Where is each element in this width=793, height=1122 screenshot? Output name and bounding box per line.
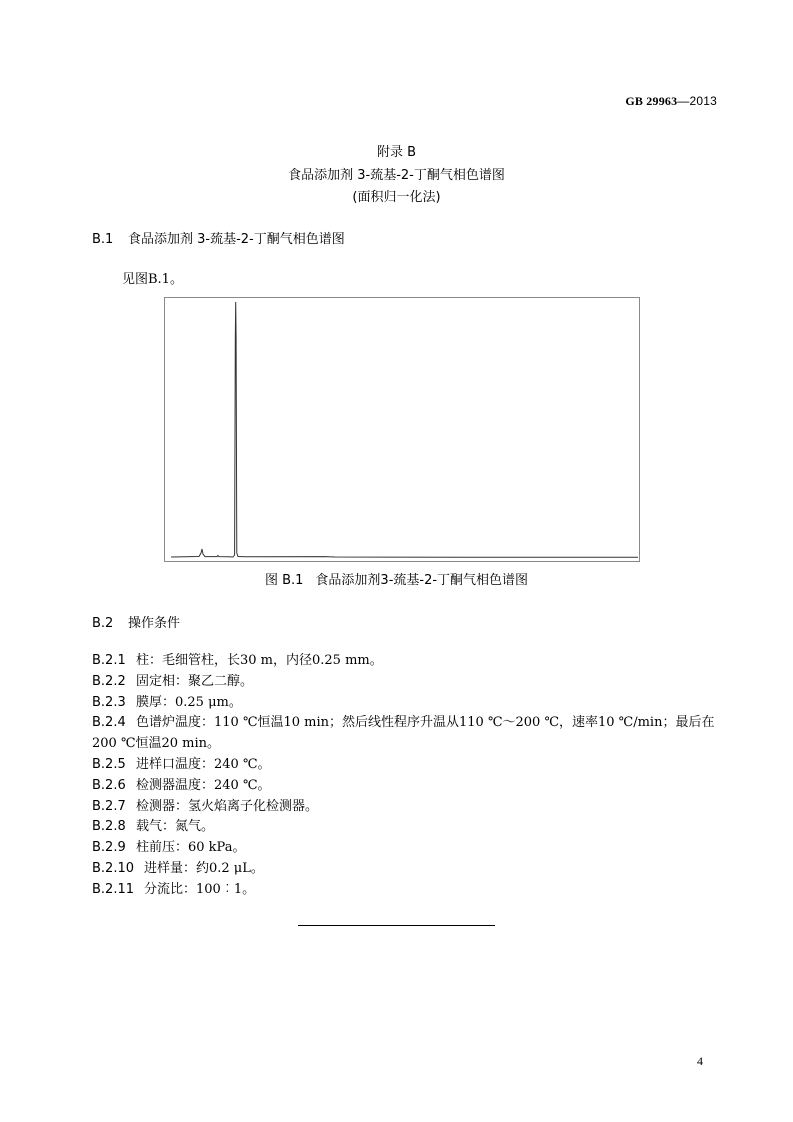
item-text: 进样量：约0.2 μL。 bbox=[144, 860, 264, 876]
appendix-label: 附录 B bbox=[376, 145, 417, 160]
list-item bbox=[92, 838, 717, 859]
item-number: B.2.1 bbox=[92, 653, 126, 668]
list-item bbox=[92, 672, 717, 693]
end-rule bbox=[298, 925, 495, 926]
standard-year: 2013 bbox=[689, 94, 717, 108]
item-text: 膜厚：0.25 μm。 bbox=[136, 694, 242, 710]
item-number: B.2.10 bbox=[92, 860, 134, 876]
item-text: 分流比：100︰1。 bbox=[144, 881, 256, 897]
list-item bbox=[92, 755, 717, 776]
section-b2-number: B.2 bbox=[92, 616, 114, 631]
item-number: B.2.9 bbox=[92, 840, 126, 856]
section-b2-heading bbox=[92, 612, 180, 631]
item-text: 柱：毛细管柱，长30 m，内径0.25 mm。 bbox=[136, 653, 383, 668]
appendix-title: 食品添加剂 3-巯基-2-丁酮气相色谱图 bbox=[288, 168, 505, 183]
page-number: 4 bbox=[697, 1054, 703, 1068]
section-b1-number: B.1 bbox=[92, 232, 114, 247]
appendix-subtitle: (面积归一化法) bbox=[352, 190, 441, 205]
list-item bbox=[92, 713, 717, 755]
standard-prefix: GB bbox=[625, 94, 644, 108]
item-number: B.2.8 bbox=[92, 819, 126, 835]
figure-caption bbox=[0, 569, 793, 588]
item-text: 固定相：聚乙二醇。 bbox=[136, 673, 254, 689]
list-item bbox=[92, 859, 717, 880]
standard-number: 29963 bbox=[643, 94, 678, 108]
item-text: 检测器：氢火焰离子化检测器。 bbox=[136, 798, 319, 814]
list-item bbox=[92, 817, 717, 838]
item-number: B.2.11 bbox=[92, 881, 134, 897]
chromatogram-figure bbox=[164, 297, 640, 562]
operating-conditions-list bbox=[92, 651, 717, 901]
list-item bbox=[92, 776, 717, 797]
section-b1-heading bbox=[92, 228, 345, 247]
section-b1-title: 食品添加剂 3-巯基-2-丁酮气相色谱图 bbox=[128, 232, 345, 247]
standard-code bbox=[625, 94, 717, 109]
item-text: 色谱炉温度：110 ℃恒温10 min；然后线性程序升温从110 ℃～200 ℃，速率10 ℃/min；最后在200 ℃恒温20 min。 bbox=[92, 715, 715, 752]
chromatogram-chart bbox=[165, 298, 639, 561]
item-text: 进样口温度：240 ℃。 bbox=[136, 756, 271, 772]
item-text: 检测器温度：240 ℃。 bbox=[136, 777, 271, 793]
figure-caption-text: 食品添加剂3-巯基-2-丁酮气相色谱图 bbox=[315, 573, 529, 588]
standard-dash: — bbox=[677, 94, 690, 108]
list-item bbox=[92, 880, 717, 901]
item-number: B.2.6 bbox=[92, 777, 126, 793]
item-number: B.2.7 bbox=[92, 798, 126, 814]
item-number: B.2.4 bbox=[92, 715, 126, 731]
list-item bbox=[92, 651, 717, 672]
baseline-trace bbox=[171, 302, 638, 557]
list-item bbox=[92, 693, 717, 714]
item-number: B.2.3 bbox=[92, 694, 126, 710]
section-b2-title: 操作条件 bbox=[128, 616, 181, 631]
section-b1-text: 见图B.1。 bbox=[122, 272, 183, 287]
list-item bbox=[92, 797, 717, 818]
item-number: B.2.5 bbox=[92, 756, 126, 772]
item-text: 柱前压：60 kPa。 bbox=[136, 840, 246, 856]
figure-number: 图 B.1 bbox=[264, 573, 304, 588]
item-text: 载气：氮气。 bbox=[136, 819, 215, 835]
item-number: B.2.2 bbox=[92, 673, 126, 689]
